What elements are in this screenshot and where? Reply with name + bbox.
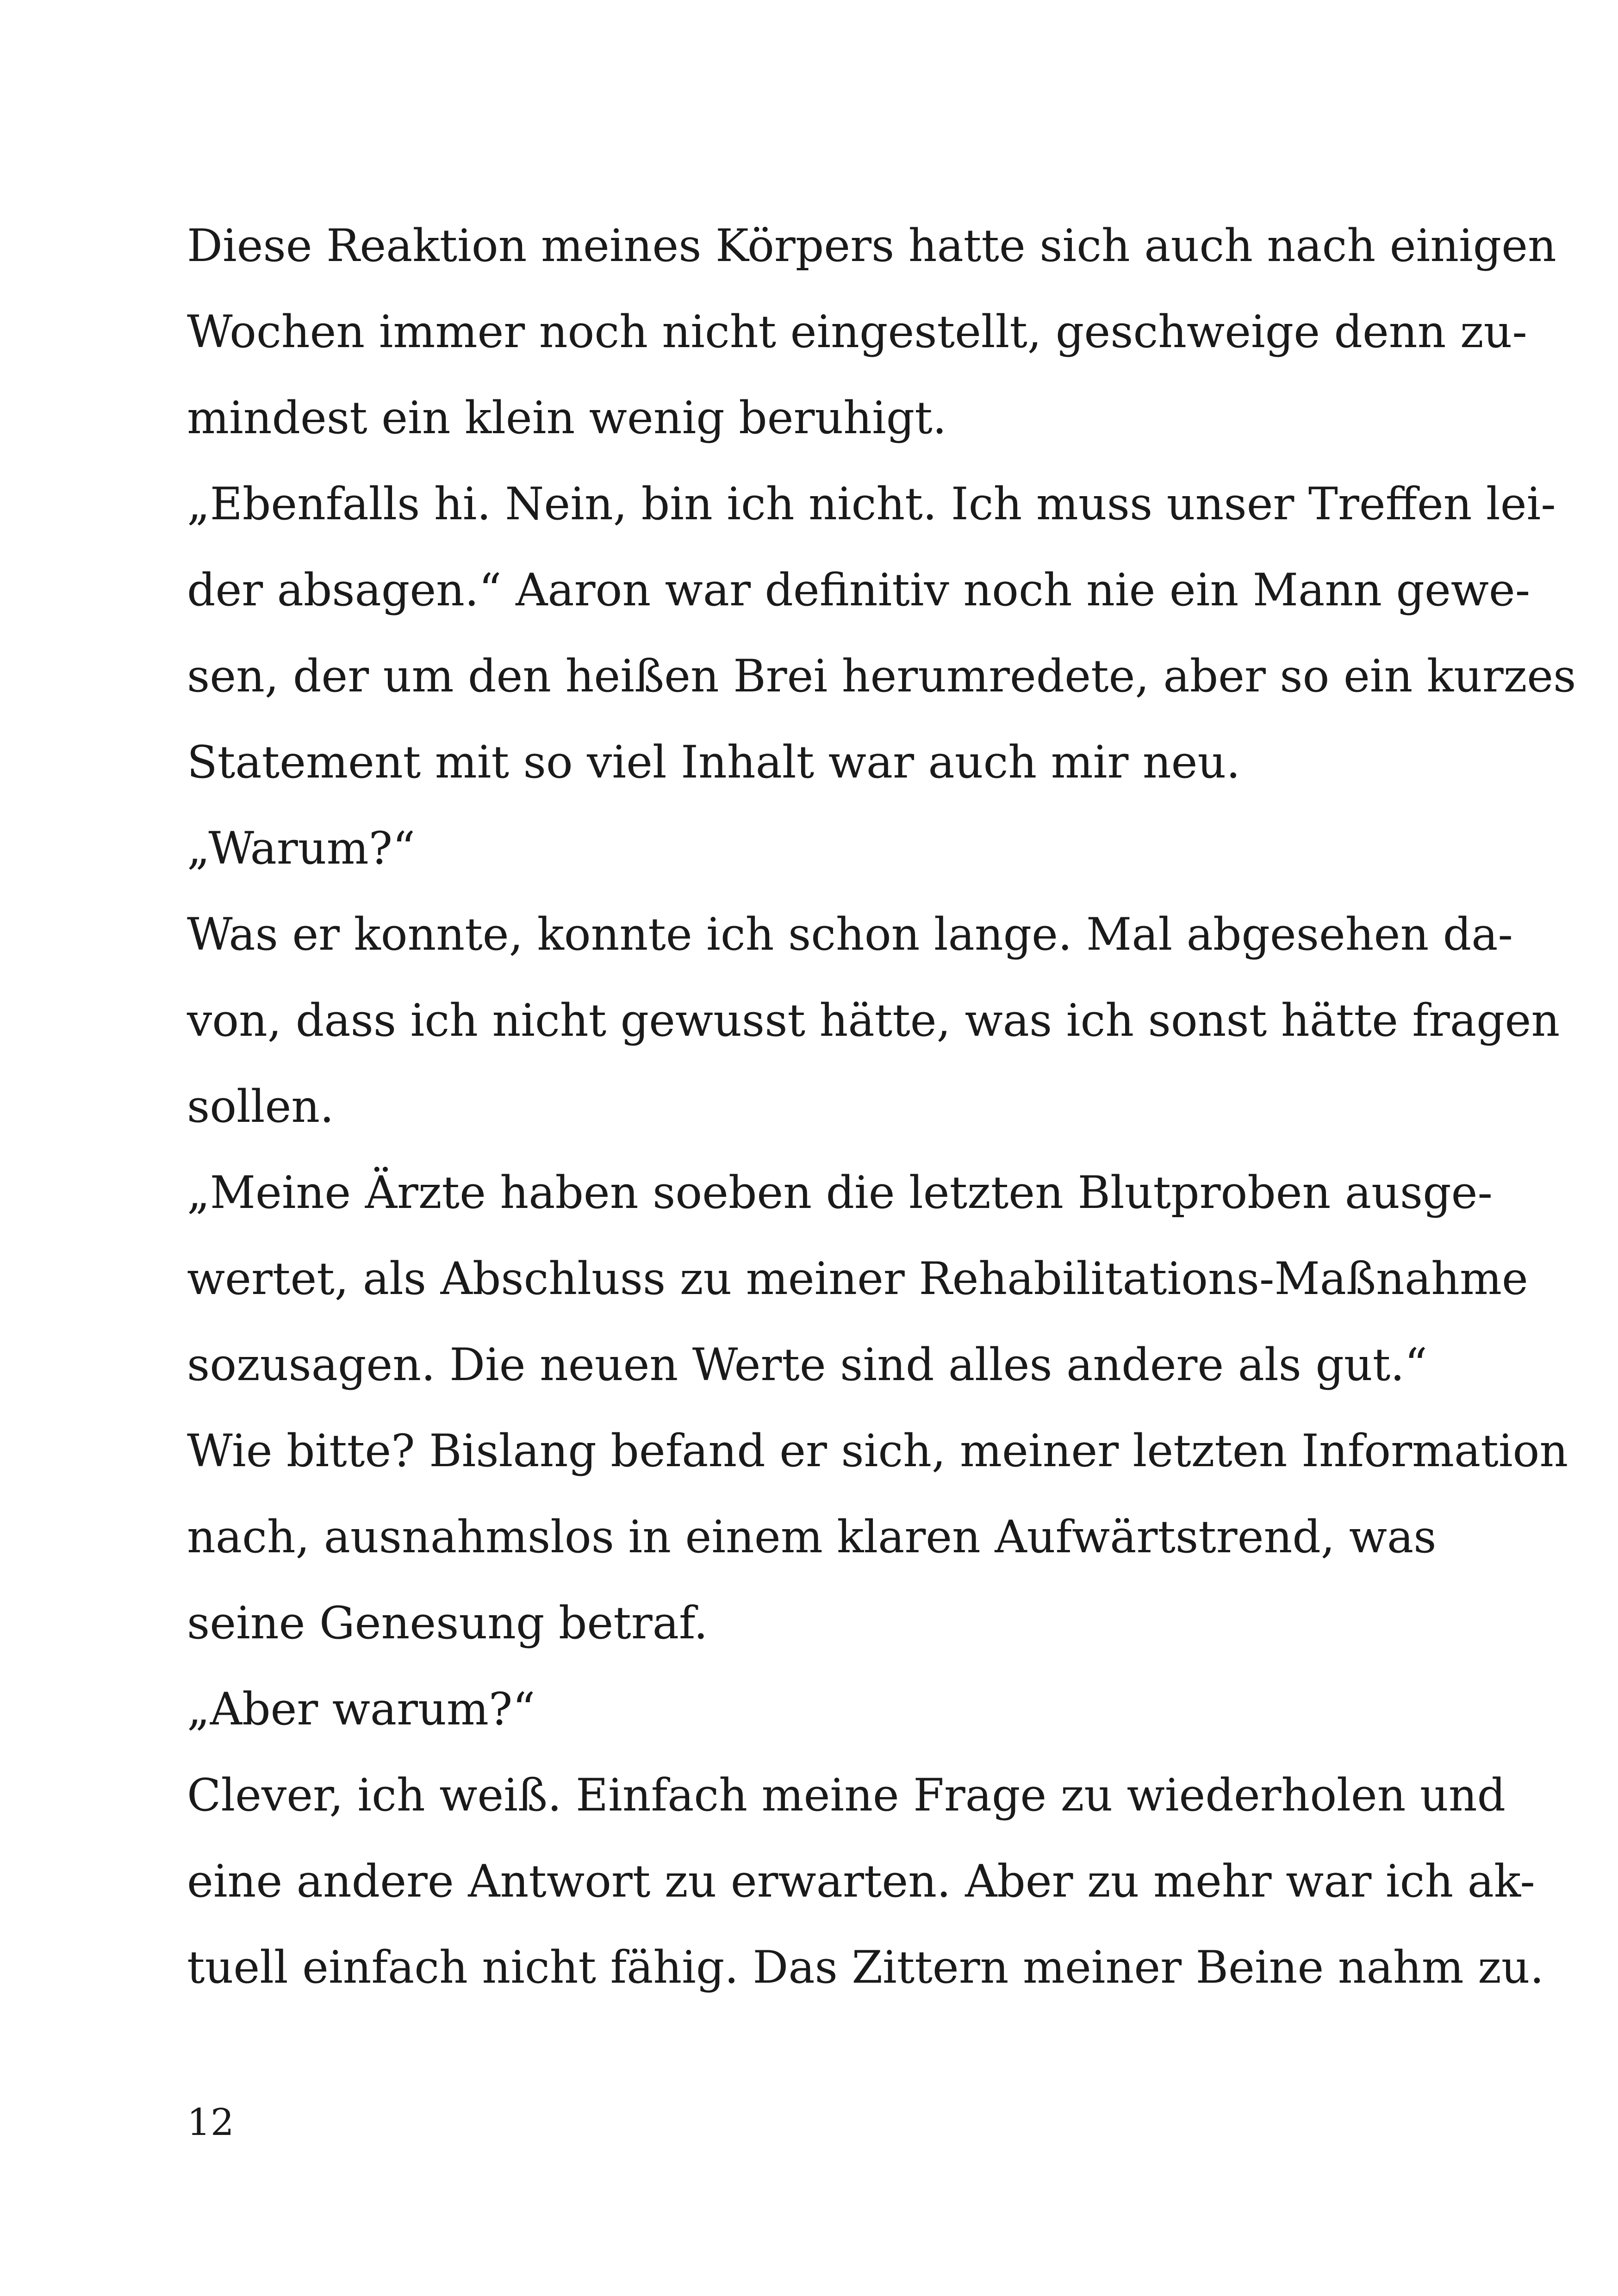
body-text [187, 203, 1576, 2010]
text-line: „Aber warum?“ [187, 1683, 535, 1735]
text-line: „Ebenfalls hi. Nein, bin ich nicht. Ich muss unser Treffen lei- [187, 478, 1556, 530]
text-line: eine andere Antwort zu erwarten. Aber zu mehr war ich ak- [187, 1855, 1535, 1907]
text-line: sollen. [187, 1081, 334, 1132]
text-line: „Meine Ärzte haben soeben die letzten Blutproben ausge- [187, 1167, 1493, 1219]
text-line: der absagen.“ Aaron war definitiv noch nie ein Mann gewe- [187, 564, 1531, 616]
text-line: Was er konnte, konnte ich schon lange. Mal abgesehen da- [187, 908, 1513, 960]
text-line: von, dass ich nicht gewusst hätte, was ich sonst hätte fragen [187, 995, 1560, 1046]
text-line: Diese Reaktion meines Körpers hatte sich auch nach einigen [187, 220, 1556, 272]
text-line: mindest ein klein wenig beruhigt. [187, 392, 947, 444]
text-line: Clever, ich weiß. Einfach meine Frage zu wiederholen und [187, 1769, 1506, 1821]
text-line: Statement mit so viel Inhalt war auch mir neu. [187, 736, 1240, 788]
text-line: „Warum?“ [187, 822, 416, 874]
text-line: nach, ausnahmslos in einem klaren Aufwärtstrend, was [187, 1511, 1437, 1563]
page-number: 12 [187, 2101, 234, 2144]
text-line: seine Genesung betraf. [187, 1597, 708, 1649]
text-line: Wie bitte? Bislang befand er sich, meiner letzten Information [187, 1425, 1568, 1477]
text-line: tuell einfach nicht fähig. Das Zittern meiner Beine nahm zu. [187, 1941, 1544, 1993]
text-line: Wochen immer noch nicht eingestellt, geschweige denn zu- [187, 306, 1527, 358]
text-line: sen, der um den heißen Brei herumredete, aber so ein kurzes [187, 650, 1576, 702]
text-line: wertet, als Abschluss zu meiner Rehabilitations-Maßnahme [187, 1253, 1528, 1305]
text-line: sozusagen. Die neuen Werte sind alles andere als gut.“ [187, 1339, 1427, 1391]
